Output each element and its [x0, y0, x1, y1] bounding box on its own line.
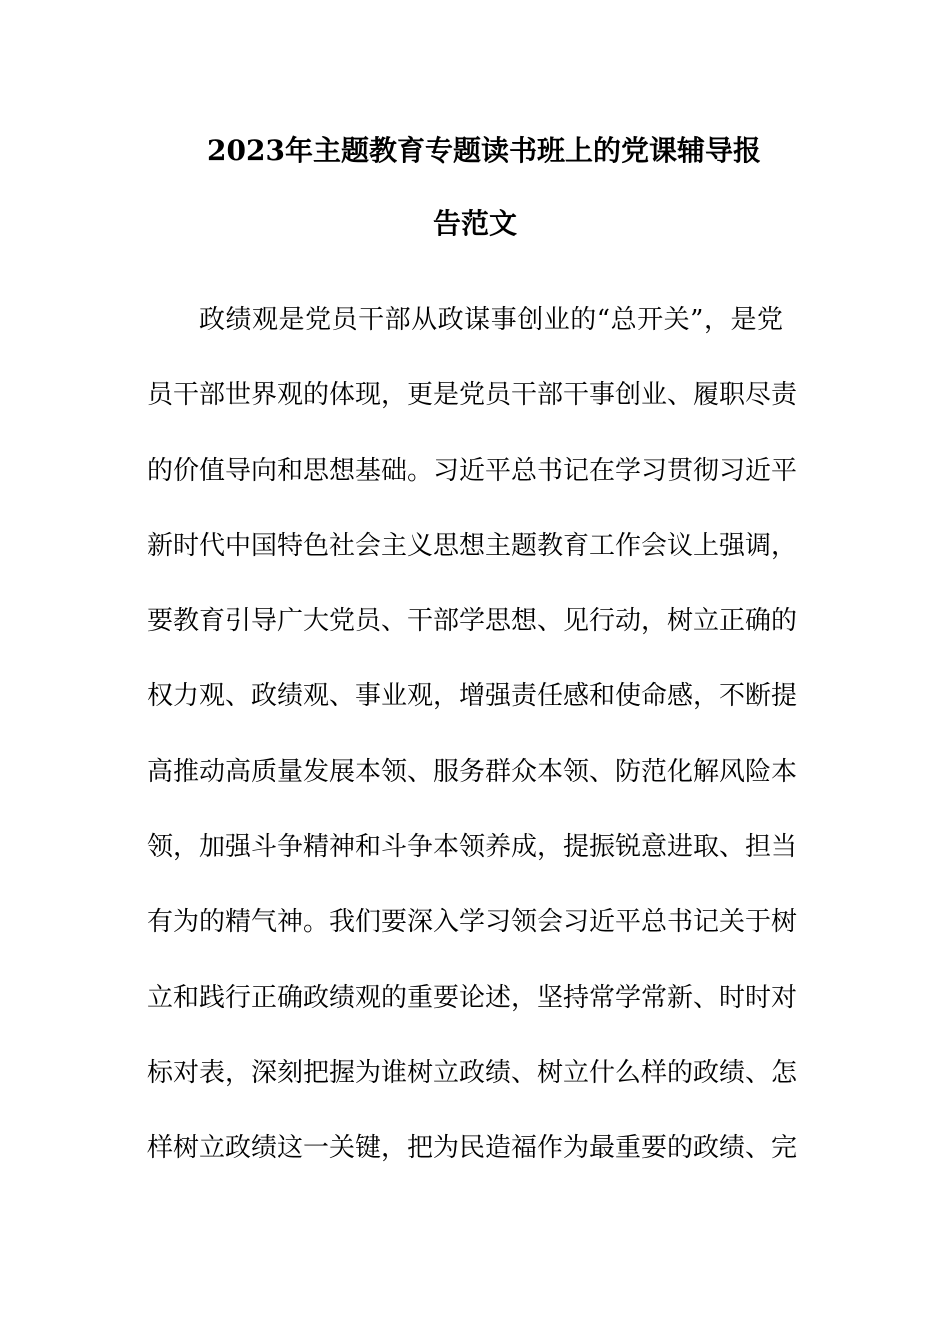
- body-line: 样树立政绩这一关键，把为民造福作为最重要的政绩、完: [147, 1133, 798, 1164]
- document-body: [147, 298, 798, 1202]
- body-line: 立和践行正确政绩观的重要论述，坚持常学常新、时时对: [147, 982, 798, 1013]
- body-line: 的价值导向和思想基础。习近平总书记在学习贯彻习近平: [147, 455, 798, 486]
- body-line: 政绩观是党员干部从政谋事创业的“总开关”，是党: [199, 305, 783, 335]
- document-title-line-2: 告范文: [432, 207, 517, 240]
- body-line: 标对表，深刻把握为谁树立政绩、树立什么样的政绩、怎: [147, 1057, 798, 1088]
- document-title-line-1: 2023年主题教育专题读书班上的党课辅导报: [207, 134, 761, 167]
- body-line: 员干部世界观的体现，更是党员干部干事创业、履职尽责: [147, 380, 798, 411]
- body-line: 领，加强斗争精神和斗争本领养成，提振锐意进取、担当: [147, 832, 798, 863]
- body-line: 有为的精气神。我们要深入学习领会习近平总书记关于树: [147, 907, 798, 938]
- body-line: 新时代中国特色社会主义思想主题教育工作会议上强调，: [147, 530, 798, 561]
- body-line: 权力观、政绩观、事业观，增强责任感和使命感，不断提: [147, 681, 798, 712]
- body-line: 高推动高质量发展本领、服务群众本领、防范化解风险本: [147, 756, 798, 787]
- body-line: 要教育引导广大党员、干部学思想、见行动，树立正确的: [147, 606, 798, 637]
